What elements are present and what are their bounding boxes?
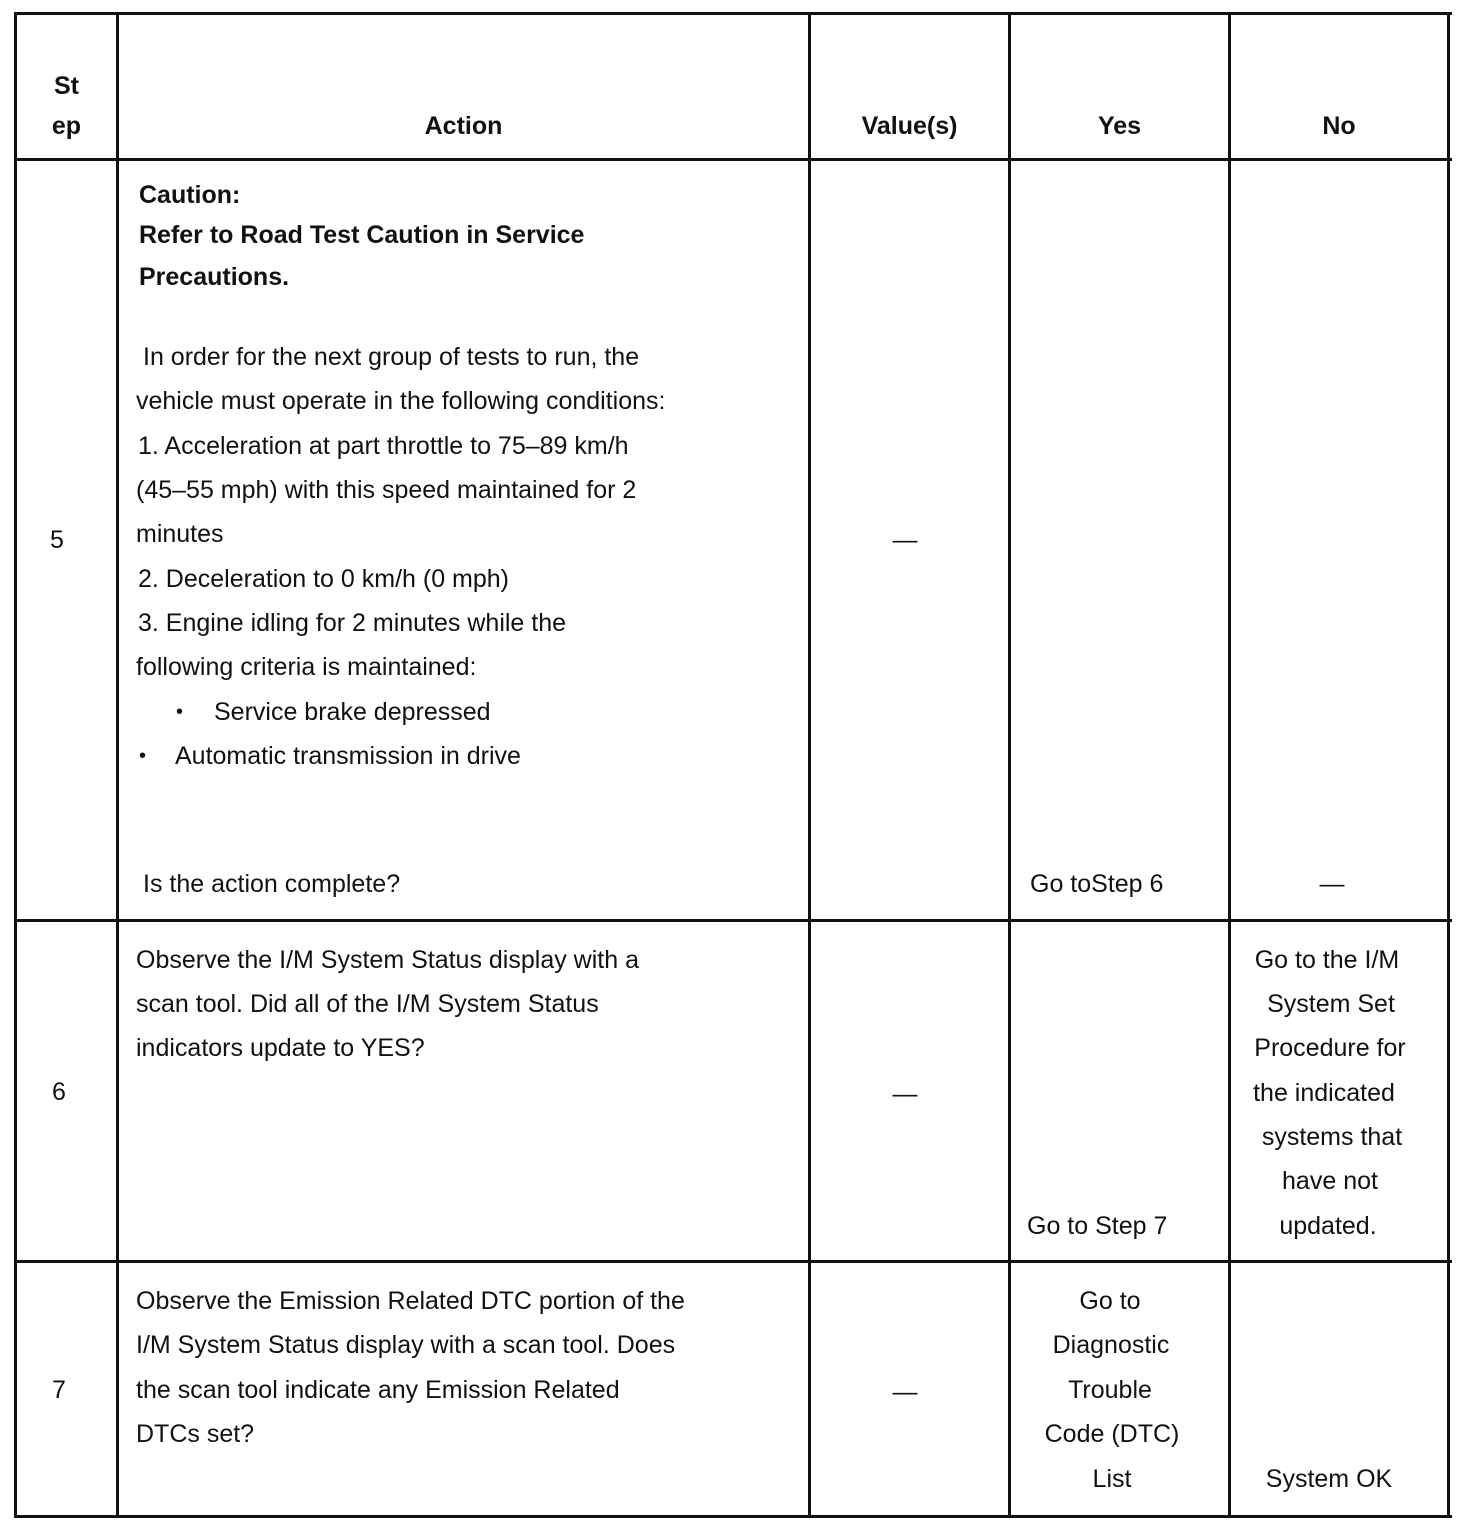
row5-caution-title: Caution:	[139, 181, 241, 209]
row5-action-line: 2. Deceleration to 0 km/h (0 mph)	[138, 565, 509, 593]
row6-no-line: System Set	[1267, 990, 1395, 1018]
row7-yes-line: Go to	[1079, 1287, 1141, 1315]
row5-action-line: minutes	[136, 520, 224, 548]
row6-bottom-border	[14, 1260, 1452, 1263]
row7-yes-line: List	[1092, 1465, 1132, 1493]
row5-bullet2: Automatic transmission in drive	[175, 742, 521, 770]
bullet-icon: •	[139, 745, 147, 767]
row6-no-line: Go to the I/M	[1254, 946, 1400, 974]
row7-no: System OK	[1265, 1465, 1393, 1493]
row5-action-line: (45–55 mph) with this speed maintained for 2	[136, 476, 637, 504]
row6-step: 6	[52, 1078, 66, 1106]
col-border-step	[116, 12, 119, 1518]
row5-value: —	[892, 526, 918, 554]
col-border-right	[1447, 12, 1450, 1518]
row7-action-line: the scan tool indicate any Emission Related	[136, 1376, 620, 1404]
row5-action-line: 1. Acceleration at part throttle to 75–89 km/h	[138, 432, 629, 460]
row5-caution-line1: Refer to Road Test Caution in Service	[139, 221, 585, 249]
col-border-left	[14, 12, 17, 1518]
row6-action-line: Observe the I/M System Status display with a	[136, 946, 639, 974]
header-bottom-border	[14, 158, 1452, 161]
header-values: Value(s)	[861, 112, 958, 140]
row6-no-line: systems that	[1261, 1123, 1403, 1151]
row7-step: 7	[52, 1376, 66, 1404]
row7-yes-line: Code (DTC)	[1044, 1420, 1180, 1448]
row7-action-line: I/M System Status display with a scan tool. Does	[136, 1331, 676, 1359]
col-border-action	[808, 12, 811, 1518]
row5-action-line: In order for the next group of tests to run, the	[143, 343, 640, 371]
row6-action-line: indicators update to YES?	[136, 1034, 425, 1062]
row6-no-line: have not	[1282, 1167, 1378, 1195]
row5-action-line: vehicle must operate in the following conditions:	[136, 387, 666, 415]
row5-no: —	[1319, 870, 1345, 898]
col-border-yes	[1228, 12, 1231, 1518]
row6-action-line: scan tool. Did all of the I/M System Status	[136, 990, 599, 1018]
row5-action-line: following criteria is maintained:	[136, 653, 477, 681]
row5-question: Is the action complete?	[143, 870, 401, 898]
header-yes: Yes	[1097, 112, 1142, 140]
row7-action-line: Observe the Emission Related DTC portion of the	[136, 1287, 685, 1315]
row5-yes: Go toStep 6	[1030, 870, 1164, 898]
row7-action-line: DTCs set?	[136, 1420, 255, 1448]
bullet-icon: •	[176, 701, 184, 723]
row5-action-line: 3. Engine idling for 2 minutes while the	[138, 609, 567, 637]
row6-no-line: updated.	[1279, 1212, 1377, 1240]
header-action: Action	[424, 112, 503, 140]
row5-caution-line2: Precautions.	[139, 263, 290, 291]
row6-yes: Go to Step 7	[1027, 1212, 1168, 1240]
table-top-border	[14, 12, 1452, 15]
row5-step: 5	[50, 526, 64, 554]
row6-no-line: Procedure for	[1254, 1034, 1406, 1062]
row5-bullet1: Service brake depressed	[214, 698, 491, 726]
row7-bottom-border	[14, 1515, 1452, 1518]
header-no: No	[1322, 112, 1356, 140]
row7-yes-line: Trouble	[1068, 1376, 1152, 1404]
header-step-line2: ep	[51, 112, 82, 140]
row7-yes-line: Diagnostic	[1052, 1331, 1170, 1359]
row6-value: —	[892, 1080, 918, 1108]
header-step-line1: St	[54, 72, 79, 100]
row6-no-line: the indicated	[1253, 1079, 1395, 1107]
row5-bottom-border	[14, 919, 1452, 922]
row7-value: —	[892, 1378, 918, 1406]
